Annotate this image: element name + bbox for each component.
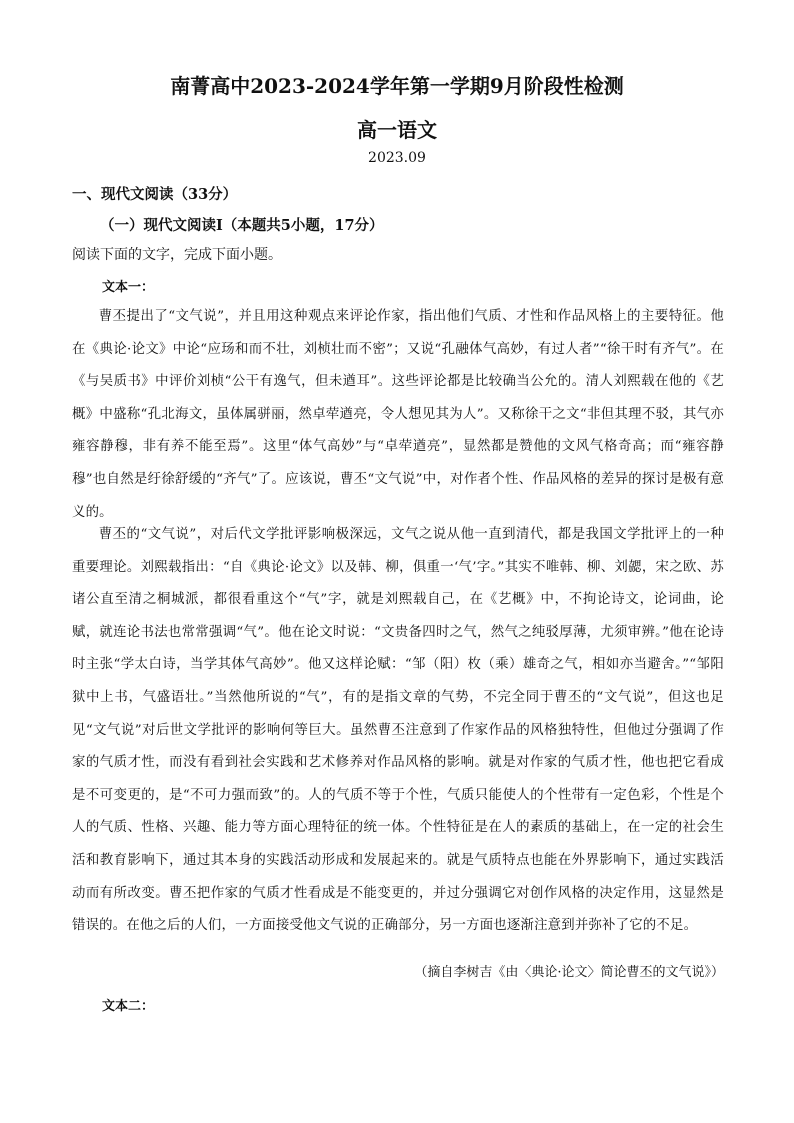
part-heading: （一）现代文阅读Ⅰ（本题共5小题，17分） — [100, 217, 384, 234]
exam-date: 2023.09 — [368, 150, 426, 166]
text-two-label: 文本二： — [102, 999, 155, 1014]
paragraph-2: 曹丕的“文气说”，对后代文学批评影响极深远，文气之说从他一直到清代，都是我国文学批评上的一种重要理论。刘熙载指出：“自《典论·论文》以及韩、柳，俱重一‘气’字。”其实不唯韩、柳、刘勰，宋之欧、苏诸公直至清之桐城派，都很看重这个“气”字，就是刘熙载自己，在《艺概》中，不拘论诗文，论词曲，论赋，就连论书法也常常强调“气”。他在论文时说：“文贵备四时之气，然气之纯驳厚薄，尤须审辨。”他在论诗时主张“学太白诗，当学其体气高妙”。他又这样论赋：“邹（阳）枚（乘）雄奇之气，相如亦当避舍。”“邹阳狱中上书，气盛语壮。”当然他所说的“气”，有的是指文章的气势，不完全同于曹丕的“文气说”，但这也足见“文气说”对后世文学批评的影响何等巨大。虽然曹丕注意到了作家作品的风格独特性，但他过分强调了作家的气质才性，而没有看到社会实践和艺术修养对作品风格的影响。就是对作家的气质才性，他也把它看成是不可变更的，是“不可力强而致”的。人的气质不等于个性，气质只能使人的个性带有一定色彩，个性是个人的气质、性格、兴趣、能力等方面心理特征的统一体。个性特征是在人的素质的基础上，在一定的社会生活和教育影响下，通过其本身的实践活动形成和发展起来的。就是气质特点也能在外界影响下，通过实践活动而有所改变。曹丕把作家的气质才性看成是不能变更的，并过分强调它对创作风格的决定作用，这显然是错误的。在他之后的人们，一方面接受他文气说的正确部分，另一方面也逐渐注意到并弥补了它的不足。 — [72, 527, 724, 934]
subject-title: 高一语文 — [357, 118, 437, 142]
text-one-label: 文本一： — [102, 280, 155, 295]
section-heading: 一、现代文阅读（33分） — [72, 186, 238, 203]
reading-instruction: 阅读下面的文字，完成下面小题。 — [72, 247, 282, 263]
paragraph-1: 曹丕提出了“文气说”，并且用这种观点来评论作家，指出他们气质、才性和作品风格上的主要特征。他在《典论·论文》中论“应玚和而不壮，刘桢壮而不密”；又说“孔融体气高妙，有过人者”“徐干时有齐气”。在《与吴质书》中评价刘桢“公干有逸气，但未遒耳”。这些评论都是比较确当公允的。清人刘熙载在他的《艺概》中盛称“孔北海文，虽体属骈丽，然卓荦遒亮，令人想见其为人”。又称徐干之文“非但其理不驳，其气亦雍容静穆，非有养不能至焉”。这里“体气高妙”与“卓荦遒亮”，显然都是赞他的文风气格奇高；而“雍容静穆”也自然是纡徐舒缓的“齐气”了。应该说，曹丕“文气说”中，对作者个性、作品风格的差异的探讨是极有意义的。 — [72, 309, 724, 520]
source-citation: （摘自李树吉《由〈典论·论文〉简论曹丕的文气说》） — [414, 965, 724, 980]
exam-title: 南菁高中2023-2024学年第一学期9月阶段性检测 — [170, 74, 624, 98]
